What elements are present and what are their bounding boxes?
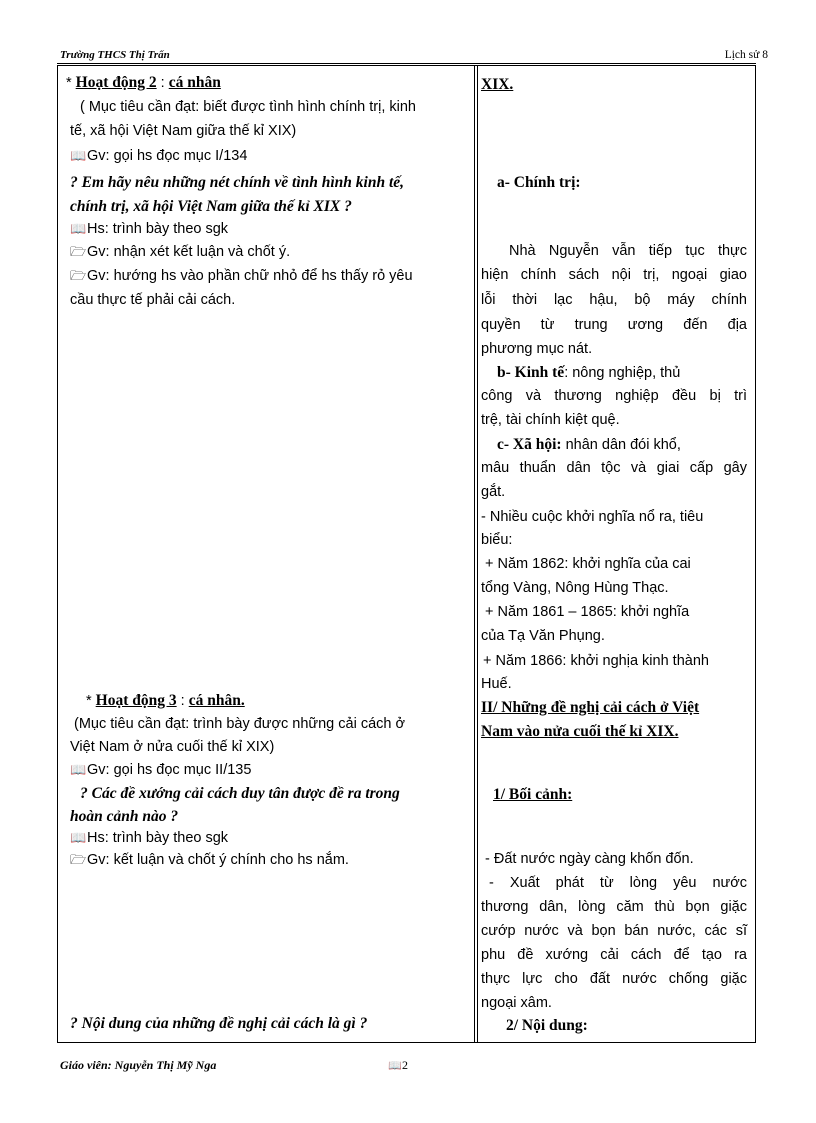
politics-line2: hiện chính sách nội trị, ngoại giao [481,267,747,283]
subsection-1-context: 1/ Bối cảnh: [493,786,573,803]
student-step-1: 📖Hs: trình bày theo sgk [70,218,228,241]
politics-line5: phương mục nát. [481,341,593,357]
right-xix: XIX. [481,76,514,93]
section-ii-heading-line1: II/ Những đề nghị cải cách ở Việt [481,699,700,716]
student-step-2: 📖Hs: trình bày theo sgk [70,827,228,850]
uprisings-line4: tổng Vàng, Nông Hùng Thạc. [481,580,669,596]
section-c-society: c- Xã hội: nhân dân đói khổ, [497,436,681,453]
section-a-politics: a- Chính trị: [497,174,581,191]
teacher-step-1: 📖Gv: gọi hs đọc mục I/134 [70,145,247,168]
society-line3: gắt. [481,484,506,500]
column-divider [474,66,475,1042]
economy-line2: công và thương nghiệp đều bị trì [481,388,747,404]
lesson-table [57,65,756,1043]
activity-3-goal-line2: Việt Nam ở nửa cuối thế kỉ XIX) [70,739,275,755]
folder-icon: 🗁 [70,853,87,868]
uprisings-line5: + Năm 1861 – 1865: khởi nghĩa [485,604,690,620]
uprisings-line3: + Năm 1862: khởi nghĩa của cai [485,556,691,572]
book-icon: 📖 [70,763,87,778]
book-icon: 📖 [70,222,87,237]
subsection-2-content: 2/ Nội dung: [506,1017,588,1034]
book-icon: 📖 [70,831,87,846]
context-line3: thương dân, lòng căm thù bọn giặc [481,899,747,915]
context-line1: - Đất nước ngày càng khốn đốn. [485,851,694,867]
question-2-line1: ? Các đề xướng cải cách duy tân được đề ra trong [80,785,400,802]
context-line4: cướp nước và bọn bán nước, các sĩ [481,923,747,939]
activity-3-goal-line1: (Mục tiêu cần đạt: trình bày được những cải cách ở [74,716,406,732]
uprisings-line7: + Năm 1866: khởi nghịa kinh thành [483,653,709,669]
folder-icon: 🗁 [70,269,87,284]
activity-2-goal-line1: ( Mục tiêu cần đạt: biết được tình hình chính trị, kinh [80,99,416,115]
politics-line3: lỗi thời lạc hậu, bộ máy chính [481,292,747,308]
context-line6: thực lực cho đất nước chống giặc [481,971,747,987]
society-line2: mâu thuẩn dân tộc và giai cấp gây [481,460,747,476]
politics-line1: Nhà Nguyễn vẫn tiếp tục thực [509,243,747,259]
book-icon: 📖 [70,149,87,164]
header-rule [57,63,756,64]
question-2-line2: hoàn cảnh nào ? [70,808,179,825]
question-1-line1: ? Em hãy nêu những nét chính về tình hình kinh tế, [70,174,405,191]
page-number: 📖2 [388,1058,408,1072]
uprisings-line1: - Nhiều cuộc khởi nghĩa nổ ra, tiêu [481,509,704,525]
activity-3-heading: * Hoạt động 3 : cá nhân. [86,692,245,709]
activity-2-goal-line2: tế, xã hội Việt Nam giữa thế kỉ XIX) [70,123,297,139]
column-divider-inner [477,66,478,1042]
teacher-step-3-line1: 🗁Gv: hướng hs vào phần chữ nhỏ để hs thấy rỏ yêu [70,265,413,288]
subject-label: Lịch sử 8 [724,49,768,61]
school-name: Trường THCS Thị Trấn [60,49,170,61]
question-1-line2: chính trị, xã hội Việt Nam giữa thế kỉ XIX ? [70,198,352,215]
uprisings-line8: Huế. [481,676,512,692]
context-line5: phu đề xướng cải cách để tạo ra [481,947,747,963]
folder-icon: 🗁 [70,245,87,260]
teacher-step-3-line2: cầu thực tế phải cải cách. [70,292,236,308]
activity-2-heading: * Hoạt động 2 : cá nhân [66,74,221,91]
teacher-step-5: 🗁Gv: kết luận và chốt ý chính cho hs nắm. [70,849,349,872]
book-icon: 📖 [388,1059,402,1072]
question-3: ? Nội dung của những đề nghị cải cách là gì ? [70,1015,368,1032]
teacher-step-2: 🗁Gv: nhận xét kết luận và chốt ý. [70,241,290,264]
teacher-name: Giáo viên: Nguyễn Thị Mỹ Nga [60,1058,217,1072]
economy-line3: trệ, tài chính kiệt quệ. [481,412,620,428]
section-b-economy: b- Kinh tế: nông nghiệp, thủ [497,364,681,381]
teacher-step-4: 📖Gv: gọi hs đọc mục II/135 [70,759,251,782]
uprisings-line6: của Tạ Văn Phụng. [481,628,605,644]
context-line2: - Xuất phát từ lòng yêu nước [489,875,747,891]
context-line7: ngoại xâm. [481,995,552,1011]
section-ii-heading-line2: Nam vào nửa cuối thế kỉ XIX. [481,723,679,740]
uprisings-line2: biểu: [481,532,513,548]
politics-line4: quyền từ trung ương đến địa [481,317,747,333]
